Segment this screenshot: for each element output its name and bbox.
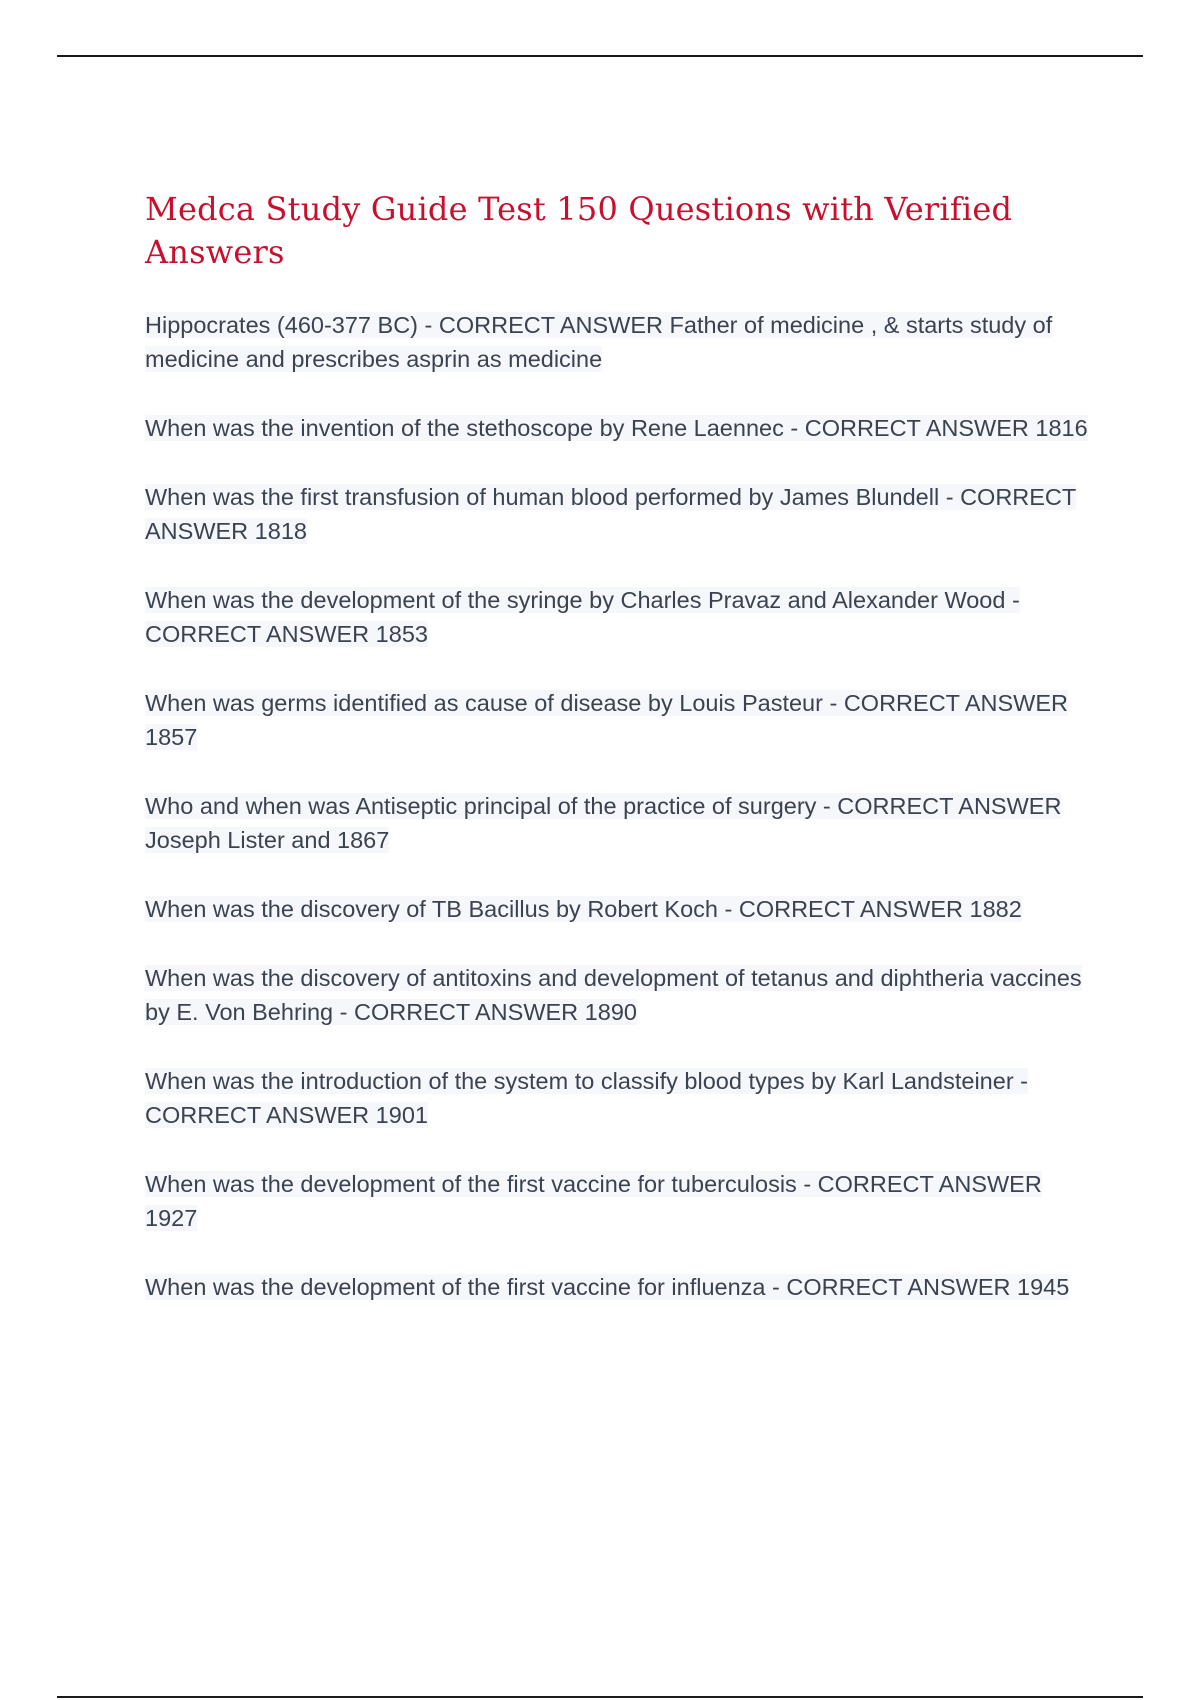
qa-text: When was the discovery of antitoxins and development of tetanus and diphtheria vaccines by E. Von Behring - CORRECT ANSWER 1890: [145, 965, 1082, 1025]
qa-item: [145, 411, 1095, 445]
top-rule: [57, 55, 1143, 57]
document-title: Medca Study Guide Test 150 Questions with Verified Answers: [145, 190, 1013, 271]
qa-item: [145, 1167, 1095, 1235]
document-body: [145, 188, 1095, 1339]
qa-text: When was germs identified as cause of disease by Louis Pasteur - CORRECT ANSWER 1857: [145, 690, 1068, 750]
qa-text: When was the discovery of TB Bacillus by Robert Koch - CORRECT ANSWER 1882: [145, 896, 1022, 922]
qa-item: [145, 961, 1095, 1029]
qa-text: When was the development of the syringe by Charles Pravaz and Alexander Wood - CORRECT ANSWER 1853: [145, 587, 1020, 647]
qa-text: When was the development of the first vaccine for tuberculosis - CORRECT ANSWER 1927: [145, 1171, 1042, 1231]
qa-text: When was the introduction of the system to classify blood types by Karl Landsteiner - CORRECT ANSWER 1901: [145, 1068, 1028, 1128]
qa-text: When was the invention of the stethoscope by Rene Laennec - CORRECT ANSWER 1816: [145, 415, 1088, 441]
qa-item: [145, 308, 1095, 376]
bottom-rule: [57, 1696, 1143, 1698]
qa-text: Hippocrates (460-377 BC) - CORRECT ANSWER Father of medicine , & starts study of medicine and prescribes asprin as medicine: [145, 312, 1053, 372]
qa-item: [145, 480, 1095, 548]
qa-item: [145, 1270, 1095, 1304]
qa-text: Who and when was Antiseptic principal of the practice of surgery - CORRECT ANSWER Joseph Lister and 1867: [145, 793, 1062, 853]
qa-item: [145, 686, 1095, 754]
qa-text: When was the development of the first vaccine for influenza - CORRECT ANSWER 1945: [145, 1274, 1070, 1300]
qa-item: [145, 892, 1095, 926]
qa-item: [145, 1064, 1095, 1132]
qa-text: When was the first transfusion of human blood performed by James Blundell - CORRECT ANSWER 1818: [145, 484, 1077, 544]
qa-item: [145, 583, 1095, 651]
qa-item: [145, 789, 1095, 857]
